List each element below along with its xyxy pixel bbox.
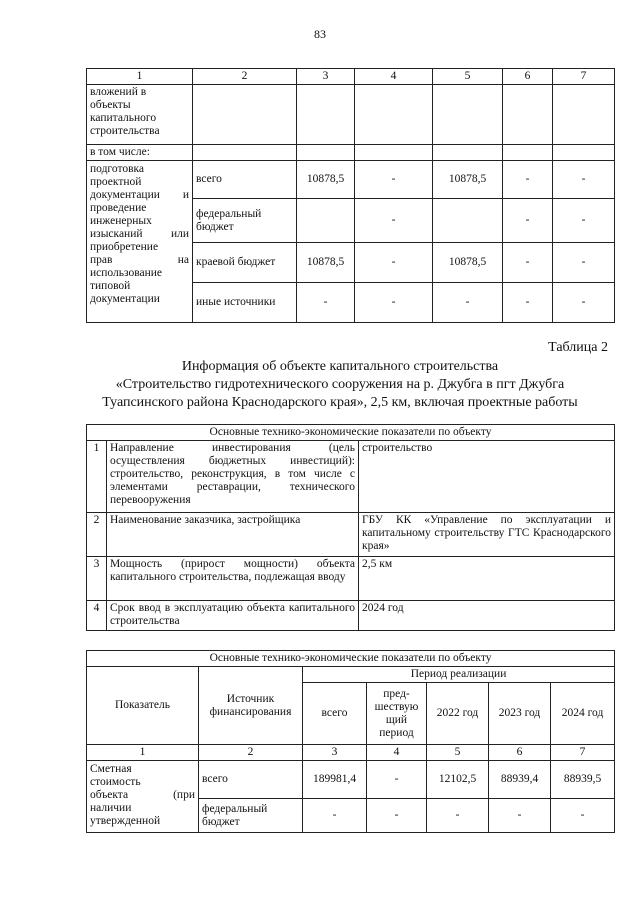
- row-item-line: документации и: [90, 189, 189, 201]
- col-number: 1: [87, 69, 193, 85]
- item-name: Наименование заказчика, застройщика: [107, 513, 359, 557]
- table-row: [87, 601, 615, 631]
- value-cell: -: [553, 199, 615, 243]
- row-item-line: использование: [90, 267, 163, 279]
- value-cell: 10878,5: [297, 243, 355, 283]
- row-item-line: инженерных: [90, 215, 152, 227]
- col-source: Источник финансирования: [199, 667, 303, 745]
- item-number: 2: [87, 513, 107, 557]
- item-value: строительство: [359, 441, 615, 513]
- col-2024: 2024 год: [551, 683, 615, 745]
- source-cell: всего: [199, 761, 303, 799]
- table-2: [86, 424, 615, 631]
- source-cell: иные источники: [193, 283, 297, 323]
- col-number: 2: [199, 745, 303, 761]
- indicator-line: наличии: [90, 802, 132, 814]
- value-cell: 189981,4: [303, 761, 367, 799]
- value-cell: -: [553, 243, 615, 283]
- row-item-line: приобретение: [90, 241, 159, 253]
- table-3-header: Основные технико-экономические показатели по объекту: [87, 651, 615, 667]
- item-value: ГБУ КК «Управление по эксплуатации и капитальному строительству ГТС Краснодарского края»: [359, 513, 615, 557]
- table-row: [87, 761, 615, 799]
- col-total: всего: [303, 683, 367, 745]
- value-cell: 12102,5: [427, 761, 489, 799]
- value-cell: -: [303, 799, 367, 833]
- value-cell: -: [355, 243, 433, 283]
- table-3-number-row: [87, 745, 615, 761]
- item-value: 2,5 км: [359, 557, 615, 601]
- source-cell: федеральный бюджет: [199, 799, 303, 833]
- value-cell: -: [551, 799, 615, 833]
- table-row: [87, 145, 615, 161]
- source-cell: краевой бюджет: [193, 243, 297, 283]
- value-cell: -: [297, 283, 355, 323]
- table-1: [86, 68, 615, 323]
- col-number: 6: [503, 69, 553, 85]
- row-item-line: изысканий или: [90, 228, 189, 240]
- row-item-line: подготовка: [90, 163, 145, 175]
- table-2-header-row: [87, 425, 615, 441]
- value-cell: -: [355, 199, 433, 243]
- value-cell: 10878,5: [433, 161, 503, 199]
- table-1-number-row: [87, 69, 615, 85]
- row-item-line: документации: [90, 293, 160, 305]
- title-line: Туапсинского района Краснодарского края», 2,5 км, включая проектные работы: [102, 395, 578, 410]
- col-number: 3: [297, 69, 355, 85]
- col-number: 2: [193, 69, 297, 85]
- table-row: [87, 557, 615, 601]
- table-row: [87, 513, 615, 557]
- value-cell: 10878,5: [297, 161, 355, 199]
- source-cell: всего: [193, 161, 297, 199]
- item-name: Мощность (прирост мощности) объекта капитального строительства, подлежащая вводу: [107, 557, 359, 601]
- col-number: 5: [427, 745, 489, 761]
- table-2-title: [60, 358, 620, 412]
- value-cell: -: [503, 199, 553, 243]
- col-2022: 2022 год: [427, 683, 489, 745]
- item-number: 4: [87, 601, 107, 631]
- table-3-head-row: [87, 667, 615, 683]
- table-row: [87, 85, 615, 145]
- col-number: 4: [367, 745, 427, 761]
- row-item-line: проектной: [90, 176, 142, 188]
- value-cell: -: [503, 243, 553, 283]
- row-item-cell: [87, 161, 193, 323]
- row-item-line: проведение: [90, 202, 147, 214]
- indicator-cell: [87, 761, 199, 833]
- value-cell: -: [367, 799, 427, 833]
- title-line: Информация об объекте капитального строительства: [181, 359, 499, 374]
- indicator-line: утвержденной: [90, 815, 161, 827]
- table-3-header-row: [87, 651, 615, 667]
- value-cell: -: [367, 761, 427, 799]
- col-number: 1: [87, 745, 199, 761]
- value-cell: -: [503, 161, 553, 199]
- row-including-cell: в том числе:: [87, 145, 193, 161]
- row-continuation-cell: вложений в объекты капитального строительства: [87, 85, 193, 145]
- table-row: [87, 161, 615, 199]
- table-2-header: Основные технико-экономические показатели по объекту: [87, 425, 615, 441]
- col-number: 3: [303, 745, 367, 761]
- value-cell: -: [433, 283, 503, 323]
- table-row: [87, 441, 615, 513]
- title-line: «Строительство гидротехнического сооружения на р. Джубга в пгт Джубга: [115, 377, 565, 392]
- item-value: 2024 год: [359, 601, 615, 631]
- value-cell: 10878,5: [433, 243, 503, 283]
- value-cell: -: [355, 161, 433, 199]
- value-cell: [297, 199, 355, 243]
- col-number: 7: [551, 745, 615, 761]
- value-cell: -: [355, 283, 433, 323]
- value-cell: -: [489, 799, 551, 833]
- col-indicator: Показатель: [87, 667, 199, 745]
- item-number: 1: [87, 441, 107, 513]
- source-cell: федеральный бюджет: [193, 199, 297, 243]
- table-3: [86, 650, 615, 833]
- row-item-line: прав на: [90, 254, 189, 266]
- item-number: 3: [87, 557, 107, 601]
- row-item-line: типовой: [90, 280, 131, 292]
- col-number: 4: [355, 69, 433, 85]
- indicator-line: объекта (при: [90, 789, 195, 801]
- page-number: 83: [314, 27, 326, 41]
- item-name: Срок ввод в эксплуатацию объекта капитального строительства: [107, 601, 359, 631]
- col-number: 6: [489, 745, 551, 761]
- value-cell: -: [553, 161, 615, 199]
- indicator-line: стоимость: [90, 776, 141, 788]
- value-cell: 88939,5: [551, 761, 615, 799]
- col-number: 7: [553, 69, 615, 85]
- col-period: Период реализации: [303, 667, 615, 683]
- col-number: 5: [433, 69, 503, 85]
- item-name: Направление инвестирования (цель осуществления бюджетных инвестиций): строительство, реконструкция, в том числе с элементами реставрации, технического перевооружения: [107, 441, 359, 513]
- col-2023: 2023 год: [489, 683, 551, 745]
- value-cell: -: [503, 283, 553, 323]
- value-cell: [433, 199, 503, 243]
- value-cell: 88939,4: [489, 761, 551, 799]
- value-cell: -: [427, 799, 489, 833]
- indicator-line: Сметная: [90, 763, 132, 775]
- table-label: Таблица 2: [548, 340, 608, 355]
- col-prev-period: пред-шествую щий период: [367, 683, 427, 745]
- value-cell: -: [553, 283, 615, 323]
